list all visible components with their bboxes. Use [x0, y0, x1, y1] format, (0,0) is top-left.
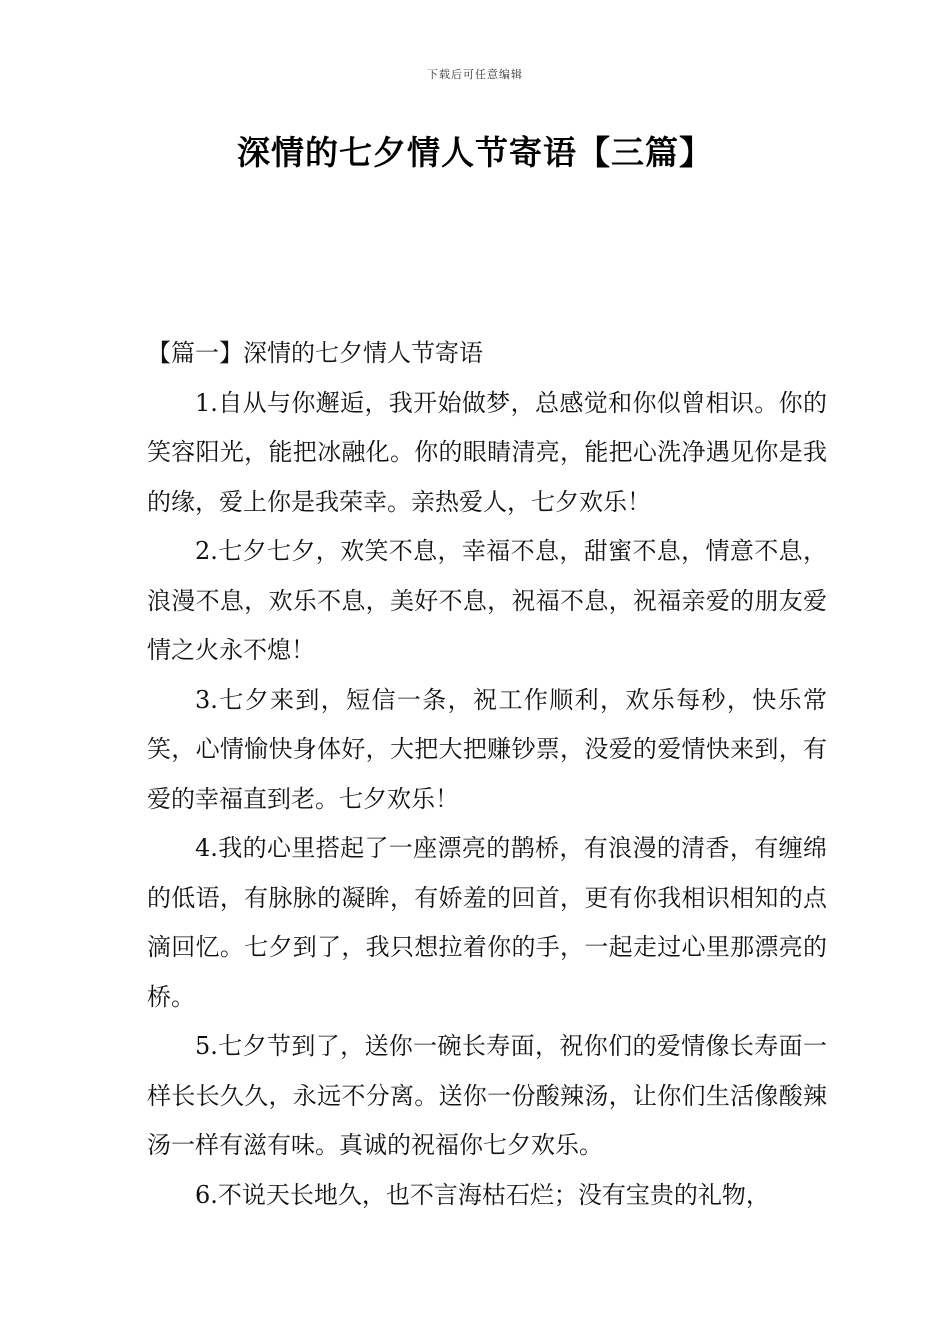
header-note: 下载后可任意编辑 — [427, 68, 523, 81]
paragraph-6: 6.不说天长地久，也不言海枯石烂；没有宝贵的礼物， — [195, 1180, 770, 1209]
section-heading: 【篇一】深情的七夕情人节寄语 — [147, 339, 483, 367]
paragraph-5: 5.七夕节到了，送你一碗长寿面，祝你们的爱情像长寿面一样长长久久，永远不分离。送你一份酸辣汤，让你们生活像酸辣汤一样有滋有味。真诚的祝福你七夕欢乐。 — [147, 1032, 827, 1159]
paragraph-1: 1.自从与你邂逅，我开始做梦，总感觉和你似曾相识。你的笑容阳光，能把冰融化。你的眼睛清亮，能把心洗净遇见你是我的缘，爱上你是我荣幸。亲热爱人，七夕欢乐！ — [147, 388, 827, 516]
document-body — [147, 329, 827, 1220]
paragraph-3: 3.七夕来到，短信一条，祝工作顺利，欢乐每秒，快乐常笑，心情愉快身体好，大把大把赚钞票，没爱的爱情快来到，有爱的幸福直到老。七夕欢乐！ — [147, 685, 827, 813]
paragraph-4: 4.我的心里搭起了一座漂亮的鹊桥，有浪漫的清香，有缠绵的低语，有脉脉的凝眸，有娇羞的回首，更有你我相识相知的点滴回忆。七夕到了，我只想拉着你的手，一起走过心里那漂亮的桥。 — [147, 834, 827, 1011]
paragraph-2: 2.七夕七夕，欢笑不息，幸福不息，甜蜜不息，情意不息，浪漫不息，欢乐不息，美好不息，祝福不息，祝福亲爱的朋友爱情之火永不熄！ — [147, 537, 827, 664]
document-title: 深情的七夕情人节寄语【三篇】 — [237, 133, 713, 172]
